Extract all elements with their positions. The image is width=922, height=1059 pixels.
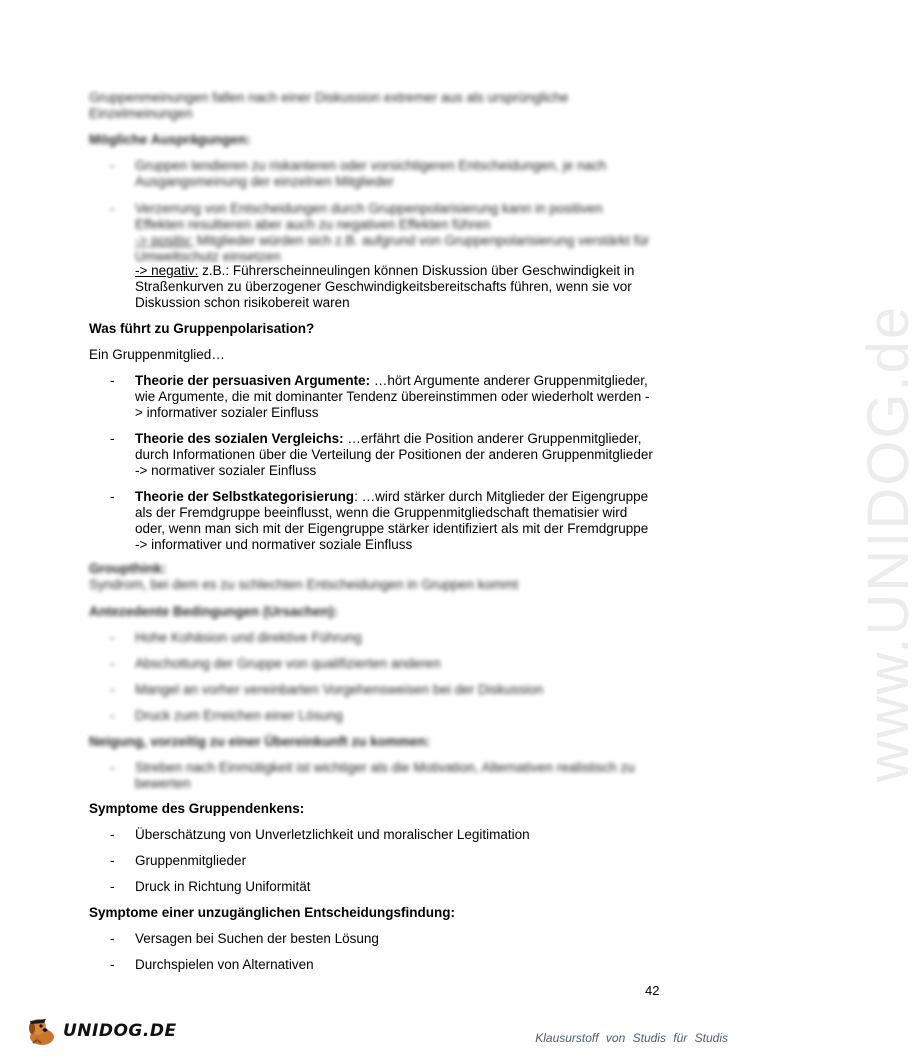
dash-bullet: - xyxy=(110,957,115,972)
theory-title: Theorie des sozialen Vergleichs: xyxy=(135,431,344,446)
theory-text xyxy=(135,373,655,421)
list-item-text: Gruppen tendieren zu riskanteren oder vorsichtigeren Entscheidungen, je nach Ausgangsmeinung der einzelnen Mitglieder xyxy=(135,158,607,189)
dash-bullet: - xyxy=(110,879,115,894)
dash-bullet: - xyxy=(110,373,115,388)
list-item-text: Versagen bei Suchen der besten Lösung xyxy=(135,931,379,946)
unidog-logo xyxy=(25,1015,177,1047)
negativ-label: -> negativ: xyxy=(135,263,199,278)
logo-text: UNIDOG.DE xyxy=(63,1021,177,1041)
dash-bullet: - xyxy=(110,201,115,216)
theory-text xyxy=(135,431,655,479)
dog-mascot-icon xyxy=(25,1015,59,1047)
positiv-text: Mitglieder würden sich z.B. aufgrund von Gruppenpolarisierung verstärkt für Umweltschutz einsetzen xyxy=(135,233,650,264)
groupthink-definition: Syndrom, bei dem es zu schlechten Entscheidungen in Gruppen kommt xyxy=(89,577,519,592)
dash-bullet: - xyxy=(110,158,115,173)
list-item-text: Hohe Kohäsion und direktive Führung xyxy=(135,630,362,645)
dash-bullet: - xyxy=(110,630,115,645)
antezedente-heading: Antezedente Bedingungen (Ursachen): xyxy=(89,604,339,619)
symptome2-heading: Symptome einer unzugänglichen Entscheidungsfindung: xyxy=(89,905,456,920)
dash-bullet: - xyxy=(110,708,115,723)
page-number: 42 xyxy=(645,983,660,998)
groupthink-heading: Groupthink: xyxy=(89,561,167,576)
list-item-text: Gruppenmitglieder xyxy=(135,853,247,868)
list-item-text: Druck zum Erreichen einer Lösung xyxy=(135,708,343,723)
heading-gruppenpolarisation: Was führt zu Gruppenpolarisation? xyxy=(89,321,315,336)
list-item-text: Durchspielen von Alternativen xyxy=(135,957,314,972)
theory-body: …hört Argumente anderer Gruppenmitglieder, wie Argumente, die mit dominanter Tendenz übereinstimmen oder wiederholt werden -> informativer sozialer Einfluss xyxy=(135,373,650,420)
list-item-text: Überschätzung von Unverletzlichkeit und moralischer Legitimation xyxy=(135,827,530,842)
dash-bullet: - xyxy=(110,431,115,446)
positiv-label: -> positiv: xyxy=(135,233,194,248)
ein-gruppenmitglied: Ein Gruppenmitglied… xyxy=(89,347,225,362)
theory-text xyxy=(135,489,655,553)
dash-bullet: - xyxy=(110,931,115,946)
watermark-text: www.UNIDOG.de xyxy=(856,304,922,783)
dash-bullet: - xyxy=(110,827,115,842)
list-item-text: Mangel an vorher vereinbarten Vorgehensweisen bei der Diskussion xyxy=(135,682,544,697)
dash-bullet: - xyxy=(110,682,115,697)
list-item-text: Druck in Richtung Uniformität xyxy=(135,879,311,894)
theory-body: …erfährt die Position anderer Gruppenmitglieder, durch Informationen über die Verteilung der Positionen der anderen Gruppenmitglieder -> normativer sozialer Einfluss xyxy=(135,431,653,478)
theory-title: Theorie der Selbstkategorisierung xyxy=(135,489,355,504)
list-item-text: Abschottung der Gruppe von qualifizierten anderen xyxy=(135,656,441,671)
list-item-text: Streben nach Einmütigkeit ist wichtiger als die Motivation, Alternativen realistisch zu bewerten xyxy=(135,760,635,791)
moegliche-heading: Mögliche Ausprägungen: xyxy=(89,132,251,147)
symptome-heading: Symptome des Gruppendenkens: xyxy=(89,801,305,816)
negativ-paragraph xyxy=(135,263,655,311)
intro-text: Gruppenmeinungen fallen nach einer Diskussion extremer aus als ursprüngliche Einzelmeinungen xyxy=(89,90,569,121)
negativ-text: z.B.: Führerscheinneulingen können Diskussion über Geschwindigkeit in Straßenkurven zu überzogener Geschwindigkeitsbereitschafts führen, wenn sie vor Diskussion schon risikobereit waren xyxy=(135,263,635,310)
dash-bullet: - xyxy=(110,853,115,868)
dash-bullet: - xyxy=(110,760,115,775)
footer-slogan: Klausurstoff von Studis für Studis xyxy=(535,1031,728,1045)
theory-body: : …wird stärker durch Mitglieder der Eigengruppe als der Fremdgruppe beeinflusst, wenn die Gruppenmitgliedschaft thematisier wird oder, wenn man sich mit der Eigengruppe stärker identifiziert als mit der Fremdgruppe -> informativer und normativer soziale Einfluss xyxy=(135,489,649,552)
dash-bullet: - xyxy=(110,656,115,671)
list-item-text xyxy=(135,201,655,265)
dash-bullet: - xyxy=(110,489,115,504)
theory-title: Theorie der persuasiven Argumente: xyxy=(135,373,371,388)
neigung-heading: Neigung, vorzeitig zu einer Übereinkunft zu kommen: xyxy=(89,734,431,749)
item2-line1: Verzerrung von Entscheidungen durch Gruppenpolarisierung kann in positiven Effekten resultieren aber auch zu negativen Effekten führen xyxy=(135,201,603,232)
